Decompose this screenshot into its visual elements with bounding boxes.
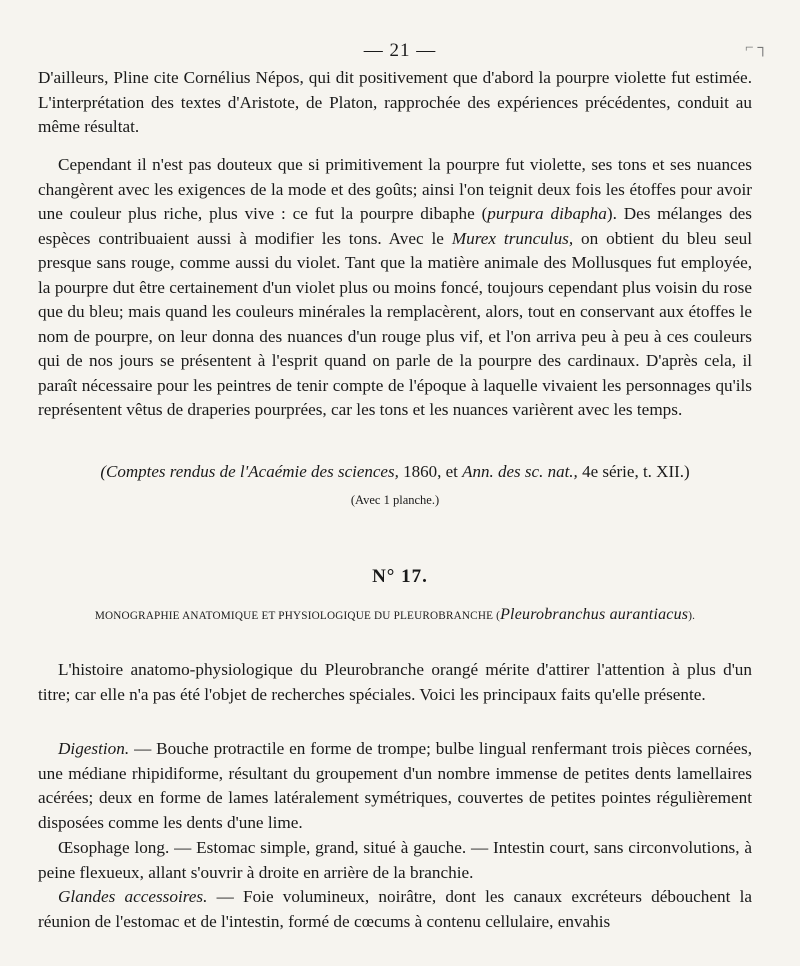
paragraph-5	[38, 836, 752, 885]
paragraph-6-body: — Foie volumineux, noirâtre, dont les canaux excréteurs débouchent la réunion de l'estomac et de l'intestin, formé de cœcums à contenu cellulaire, envahis	[38, 887, 752, 931]
paragraph-6	[38, 885, 752, 934]
section-heading	[38, 606, 752, 624]
reference-italic-2: Ann. des sc. nat.,	[462, 462, 578, 481]
section-heading-end: ).	[688, 610, 696, 622]
section-heading-italic: Pleurobranchus aurantiacus	[500, 606, 689, 623]
paragraph-2-italic-2: Murex trunculus,	[451, 228, 574, 248]
paragraph-3	[38, 658, 752, 707]
paragraph-6-text	[38, 885, 752, 934]
paragraph-4-text	[38, 737, 752, 835]
paragraph-2-italic-1: purpura dibapha	[487, 204, 607, 223]
paragraph-4-italic: Digestion.	[58, 739, 130, 758]
paragraph-4-body: — Bouche protractile en forme de trompe; bulbe lingual renfermant trois pièces cornées, une médiane rhipidiforme, résultant du groupement d'un nombre immense de petites dents lamellaires acérées; deux en forme de lames latéralement symétriques, couvertes de petites pointes régulièrement disposées comme les dents d'une lime.	[38, 739, 752, 832]
paragraph-6-italic: Glandes accessoires.	[58, 887, 208, 906]
paragraph-2-part-a: Cependant il n'est pas douteux que si primitivement la pourpre fut violette, ses tons et ses nuances changèrent avec les exigences de la mode et des goûts; ainsi l'on teignit deux fois les étoffes pour avoir une couleur plus riche, plus vive : ce fut la pourpre dibaphe (	[38, 155, 752, 223]
reference-mid: 1860, et	[398, 462, 463, 481]
section-number: N° 17.	[372, 566, 428, 587]
paragraph-5-text: Œsophage long. — Estomac simple, grand, situé à gauche. — Intestin court, sans circonvolutions, à peine flexueux, allant s'ouvrir à droite en arrière de la branchie.	[38, 838, 752, 882]
reference-text	[38, 460, 752, 484]
reference-note: (Avec 1 planche.)	[350, 493, 440, 507]
section-heading-text: MONOGRAPHIE ANATOMIQUE ET PHYSIOLOGIQUE DU PLEUROBRANCHE (	[94, 610, 501, 622]
reference-end: 4e série, t. XII.)	[577, 462, 690, 481]
paragraph-2	[38, 153, 752, 423]
paragraph-1-text: D'ailleurs, Pline cite Cornélius Népos, qui dit positivement que d'abord la pourpre violette fut estimée. L'interprétation des textes d'Aristote, de Platon, rapprochée des expériences précédentes, conduit au même résultat.	[38, 68, 752, 136]
paragraph-2-part-b: ). Des mélanges des espèces contribuaient aussi à modifier les tons. Avec le	[38, 204, 752, 248]
paragraph-2-part-c: on obtient du bleu seul presque sans rouge, comme aussi du violet. Tant que la matière animale des Mollusques fut employée, la pourpre dut être certainement d'un violet plus ou moins foncé, toujours cependant plus voisin du rose que du bleu; mais quand les couleurs minérales la remplacèrent, alors, tout en conservant aux étoffes le nom de pourpre, on leur donna des nuances d'un rouge plus vif, et l'on arriva peu à peu à ces couleurs qui de nos jours se présentent à l'esprit quand on parle de la pourpre des cardinaux. D'après cela, il paraît nécessaire pour les peintres de tenir compte de l'époque à laquelle vivaient les personnages qu'ils représentent vêtus de draperies pourprées, car les tons et les nuances varièrent avec les temps.	[38, 228, 752, 419]
paragraph-1	[38, 66, 752, 140]
paragraph-4	[38, 737, 752, 835]
paragraph-2-text	[38, 153, 752, 423]
reference-italic-1: (Comptes rendus de l'Acaémie des sciences,	[100, 462, 399, 481]
reference	[38, 460, 752, 513]
paragraph-3-text: L'histoire anatomo-physiologique du Pleurobranche orangé mérite d'attirer l'attention à plus d'un titre; car elle n'a pas été l'objet de recherches spéciales. Voici les principaux faits qu'elle présente.	[38, 660, 752, 704]
corner-mark: ⌐ ┐	[745, 40, 768, 56]
page-number: — 21 —	[363, 40, 437, 61]
